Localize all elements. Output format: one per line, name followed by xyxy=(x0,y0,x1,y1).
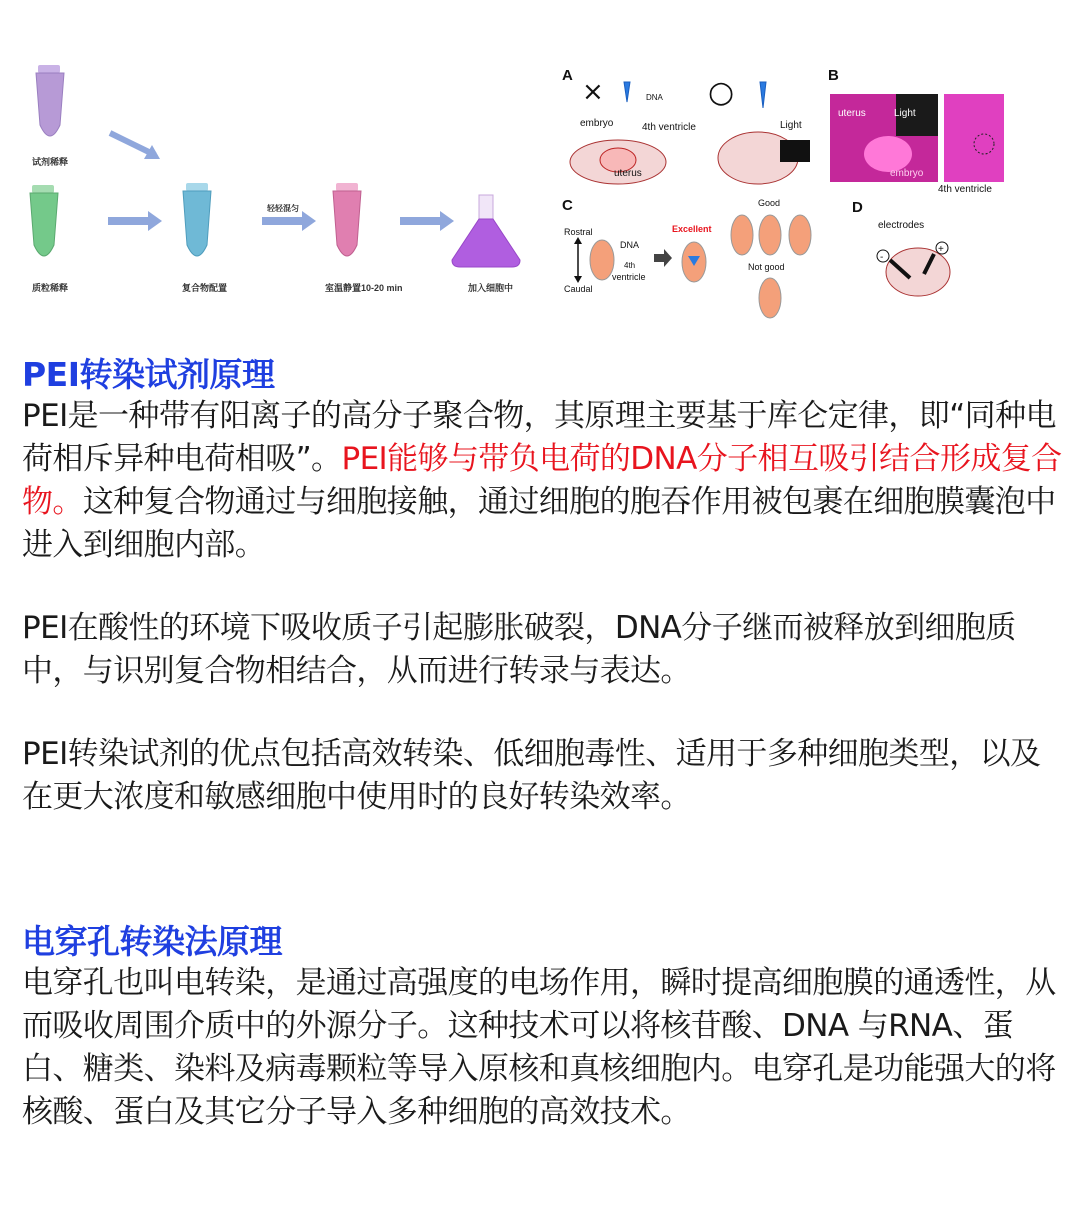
panel-a-uterus-label: uterus xyxy=(614,168,642,179)
electroporation-heading: 电穿孔转染法原理 xyxy=(22,922,282,961)
panel-c-good-label: Good xyxy=(758,198,781,208)
pipette-icon xyxy=(760,82,766,108)
electroporation-section xyxy=(22,922,1062,1134)
panel-b-letter: B xyxy=(828,67,839,84)
plasmid-label: 质粒稀释 xyxy=(32,283,69,293)
plasmid-tube-icon xyxy=(30,185,58,256)
pei-section xyxy=(22,355,1062,819)
flask-icon xyxy=(452,195,520,267)
pei-heading: PEI转染试剂原理 xyxy=(22,355,275,394)
panel-d-minus: - xyxy=(880,252,884,263)
arrow-icon xyxy=(400,217,440,225)
panel-a-dna-label: DNA xyxy=(646,93,663,102)
panel-d-electrodes-label: electrodes xyxy=(878,220,925,231)
panel-c-excellent-label: Excellent xyxy=(672,224,712,234)
panel-a-ventricle-label: 4th ventricle xyxy=(642,122,696,133)
gently-mix-label: 轻轻混匀 xyxy=(267,204,299,213)
pei-paragraph-1-lead: PEI是一种带有阳离子的高分子聚合物，其原理主要基于库仑定律，即“同种电荷相斥异种电荷相吸”。 xyxy=(22,398,1056,477)
panel-a-letter: A xyxy=(562,67,573,84)
panel-c-rostral-label: Rostral xyxy=(564,227,593,237)
add-cells-label: 加入细胞中 xyxy=(468,283,514,293)
embryo-head-icon xyxy=(590,240,614,280)
panel-b-embryo-label: embryo xyxy=(890,168,924,179)
panel-c-dna-label: DNA xyxy=(620,240,640,250)
cross-icon: × xyxy=(582,77,604,107)
arrow-icon xyxy=(262,217,302,225)
panel-d-letter: D xyxy=(852,199,863,216)
pei-paragraph-3: PEI转染试剂的优点包括高效转染、低细胞毒性、适用于多种细胞类型，以及在更大浓度和敏感细胞中使用时的良好转染效率。 xyxy=(22,736,1041,815)
pipette-icon xyxy=(624,82,630,102)
pei-paragraph-2: PEI在酸性的环境下吸收质子引起膨胀破裂，DNA分子继而被释放到细胞质中，与识别复合物相结合，从而进行转录与表达。 xyxy=(22,610,1016,689)
reagent-tube-icon xyxy=(36,65,64,136)
panel-b-uterus-label: uterus xyxy=(838,108,866,119)
panel-c-ventricle-a: 4th xyxy=(624,261,636,270)
panel-a-light-label: Light xyxy=(780,120,802,131)
light-source-icon xyxy=(780,140,810,162)
circle-icon: ○ xyxy=(708,75,735,110)
panel-c-caudal-label: Caudal xyxy=(564,284,593,294)
arrow-icon xyxy=(108,217,148,225)
panel-b-ventricle-label: 4th ventricle xyxy=(938,184,992,195)
panel-c-ventricle-b: ventricle xyxy=(612,272,646,282)
embryo-icon xyxy=(886,248,950,296)
complex-tube-icon xyxy=(183,183,211,256)
arrow-icon xyxy=(654,249,672,267)
pei-paragraph-1 xyxy=(22,395,1062,567)
reagent-label: 试剂稀释 xyxy=(32,157,69,167)
incubate-tube-icon xyxy=(333,183,361,256)
pei-paragraph-1-highlight: PEI能够与带负电荷的DNA分子相互吸引结合形成复合物。 xyxy=(22,441,1062,520)
panel-d-plus: + xyxy=(938,244,944,255)
pei-paragraph-1-tail: 这种复合物通过与细胞接触，通过细胞的胞吞作用被包裹在细胞膜囊泡中进入到细胞内部。 xyxy=(22,484,1056,563)
panel-b-light-label: Light xyxy=(894,108,916,119)
panel-b-photo-right xyxy=(944,94,1004,182)
electroporation-panels-figure xyxy=(558,60,1058,330)
transfection-workflow-figure xyxy=(20,55,540,315)
panel-c-not-good-label: Not good xyxy=(748,262,785,272)
incubate-label: 室温静置10-20 min xyxy=(325,283,403,293)
electroporation-paragraph: 电穿孔也叫电转染，是通过高强度的电场作用，瞬时提高细胞膜的通透性，从而吸收周围介质中的外源分子。这种技术可以将核苷酸、DNA 与RNA、蛋白、糖类、染料及病毒颗粒等导入原核和真核细胞内。电穿孔是功能强大的将核酸、蛋白及其它分子导入多种细胞的高效技术。 xyxy=(22,965,1056,1130)
panel-a-embryo-label: embryo xyxy=(580,118,614,129)
panel-c-letter: C xyxy=(562,197,573,214)
complex-label: 复合物配置 xyxy=(182,283,228,293)
